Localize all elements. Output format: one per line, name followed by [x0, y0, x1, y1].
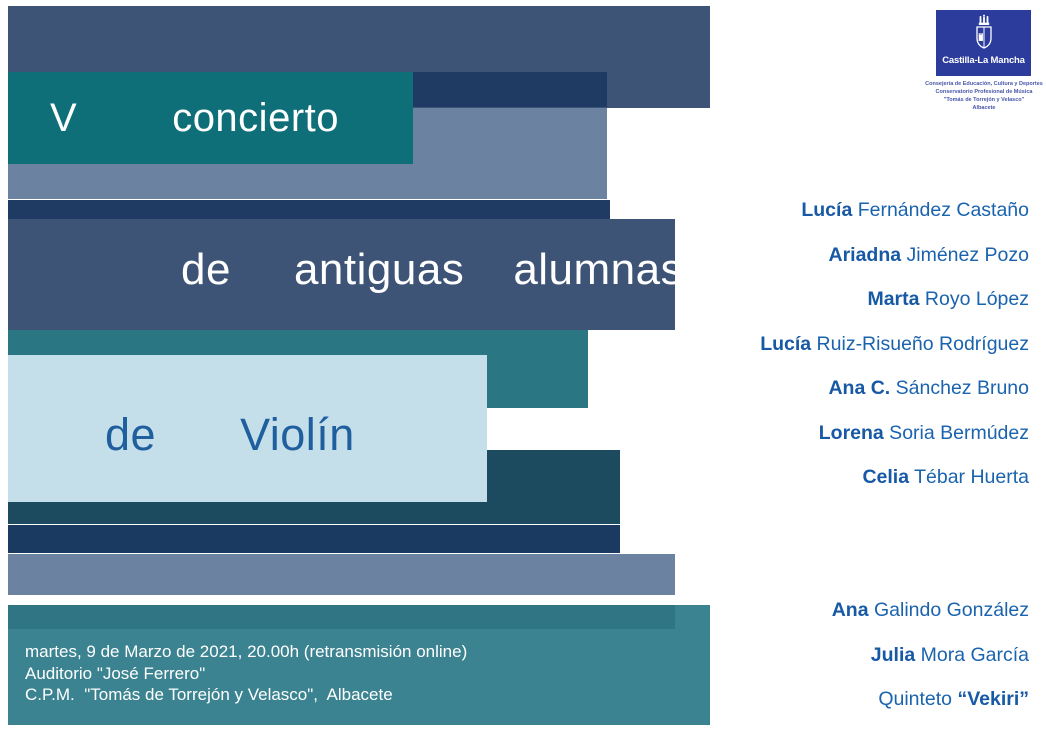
performer-name: [760, 322, 1029, 367]
logo-line-city: Albacete: [972, 105, 996, 111]
performer-first-name: Lucía: [801, 199, 853, 221]
performer-first-name: Ana C.: [828, 377, 891, 399]
event-details: [25, 641, 467, 706]
logo-subtitle-lines: [920, 80, 1046, 112]
logo-line-consejeria: Consejería de Educación, Cultura y Deportes: [925, 81, 1043, 87]
performer-surname: Royo López: [919, 288, 1029, 310]
title-bar-antiguas-alumnas: [8, 219, 684, 330]
title-line-2: [8, 245, 683, 295]
performer-name: [760, 188, 1029, 233]
performer-surname: Galindo González: [868, 599, 1029, 621]
performer-surname: Tébar Huerta: [909, 466, 1029, 488]
logo-line-school: "Tomás de Torrejón y Velasco": [943, 97, 1025, 103]
performer-first-name: Ariadna: [828, 243, 902, 266]
event-school-line: C.P.M. "Tomás de Torrejón y Velasco", Albacete: [25, 685, 393, 704]
ensemble-prefix: Quinteto: [878, 688, 958, 710]
deco-bar-navy-lower: [8, 525, 620, 553]
performers-list-main: [760, 188, 1029, 500]
deco-bar-top-navy: [413, 72, 607, 107]
logo-line-conservatorio: Conservatorio Profesional de Música: [935, 89, 1033, 95]
performer-first-name: Lorena: [818, 421, 884, 444]
performer-first-name: Julia: [870, 643, 916, 666]
title-word-violin: Violín: [240, 408, 355, 460]
performer-name: [760, 411, 1029, 456]
title-word-alumnas: alumnas: [513, 244, 684, 294]
performer-surname: Soria Bermúdez: [883, 421, 1029, 444]
title-bar-violin: [8, 355, 487, 502]
performer-name: [760, 233, 1029, 278]
ensemble-name: [832, 677, 1029, 722]
title-word-de: de: [181, 244, 231, 294]
performer-name: [760, 366, 1029, 411]
ensemble-bold-name: “Vekiri”: [957, 688, 1029, 710]
performer-first-name: Marta: [867, 288, 920, 310]
performer-first-name: Celia: [862, 466, 910, 488]
title-line-3: [8, 409, 355, 461]
event-info-panel-top-strip: [8, 605, 675, 629]
performer-surname: Fernández Castaño: [852, 199, 1029, 221]
performer-surname: Ruiz-Risueño Rodríguez: [811, 332, 1029, 355]
performer-surname: Sánchez Bruno: [890, 377, 1029, 399]
performer-first-name: Lucía: [760, 332, 812, 355]
logo-blue-box: [936, 10, 1031, 76]
castilla-la-mancha-logo: [925, 10, 1043, 114]
title-word-antiguas: antiguas: [293, 244, 465, 294]
performers-list-secondary: [832, 588, 1029, 722]
title-bar-concierto: [8, 72, 413, 164]
performer-name: [832, 588, 1029, 633]
performer-name: [760, 455, 1029, 500]
logo-region-name: Castilla-La Mancha: [942, 55, 1025, 66]
title-word-concierto: concierto: [172, 95, 339, 140]
performer-name: [760, 277, 1029, 322]
title-word-v: V: [50, 95, 78, 140]
castle-shield-emblem: [967, 14, 1001, 54]
deco-bar-gray-lower: [8, 554, 675, 595]
performer-name: [832, 633, 1029, 678]
title-word-de-2: de: [105, 408, 157, 460]
performer-surname: Mora García: [915, 643, 1029, 666]
performer-first-name: Ana: [831, 599, 869, 621]
title-line-1: [8, 96, 339, 141]
event-date-line: martes, 9 de Marzo de 2021, 20.00h (retransmisión online): [25, 642, 468, 661]
performer-surname: Jiménez Pozo: [901, 243, 1029, 266]
deco-bar-navy-thin: [8, 200, 610, 219]
event-venue-line: Auditorio "José Ferrero": [25, 663, 206, 683]
